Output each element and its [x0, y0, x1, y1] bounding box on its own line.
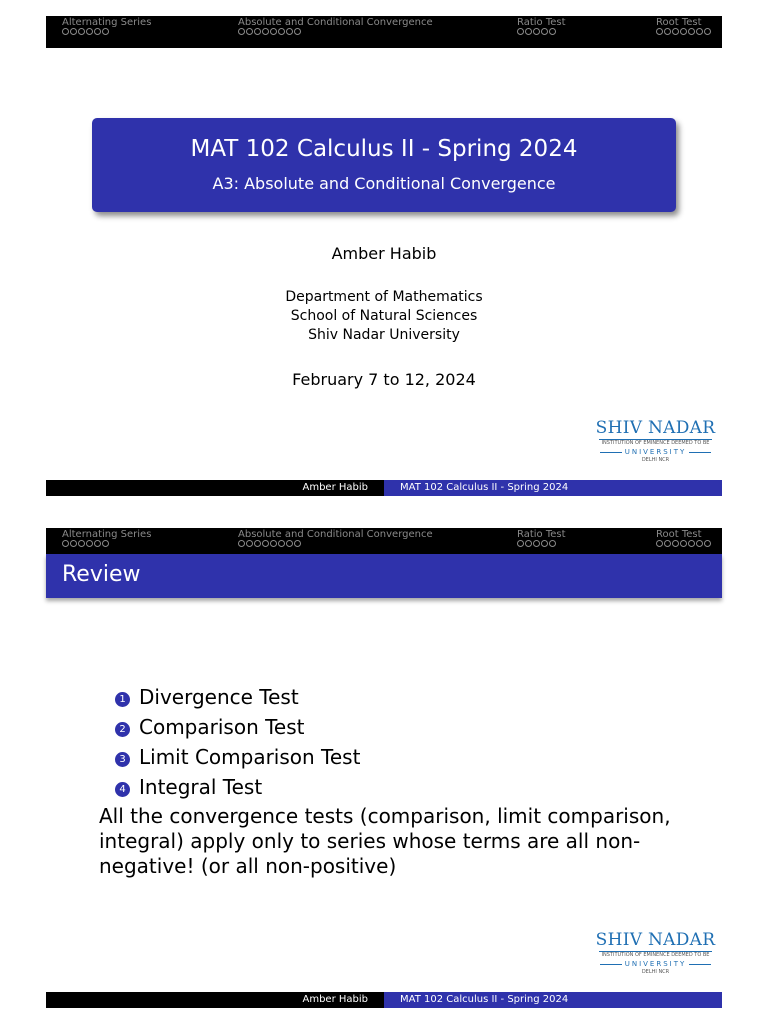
presentation-title: MAT 102 Calculus II - Spring 2024 — [190, 136, 578, 162]
footer-course: MAT 102 Calculus II - Spring 2024 — [384, 992, 722, 1008]
university-logo — [593, 930, 718, 992]
frame-dot[interactable] — [533, 540, 540, 547]
list-item-label: Divergence Test — [139, 685, 299, 709]
frame-dot[interactable] — [238, 28, 245, 35]
frame-dot[interactable] — [294, 28, 301, 35]
frame-dot[interactable] — [680, 540, 687, 547]
frame-dot[interactable] — [278, 540, 285, 547]
logo-location: DELHI NCR — [641, 969, 670, 975]
logo-tagline: INSTITUTION OF EMINENCE DEEMED TO BE — [599, 439, 712, 447]
frame-dot[interactable] — [656, 540, 663, 547]
frame-dot[interactable] — [102, 540, 109, 547]
frame-dot[interactable] — [680, 28, 687, 35]
frame-title-bar — [46, 554, 722, 598]
frame-dot[interactable] — [102, 28, 109, 35]
logo-university: UNIVERSITY — [624, 448, 687, 456]
nav-dots[interactable] — [238, 540, 301, 547]
frame-dot[interactable] — [94, 28, 101, 35]
frame-dot[interactable] — [86, 540, 93, 547]
frame-dot[interactable] — [62, 28, 69, 35]
nav-dots[interactable] — [656, 28, 711, 35]
frame-dot[interactable] — [688, 28, 695, 35]
nav-section-absolute-conditional[interactable]: Absolute and Conditional Convergence — [238, 529, 433, 540]
number-badge: 2 — [115, 722, 130, 737]
frame-dot[interactable] — [656, 28, 663, 35]
frame-dot[interactable] — [254, 28, 261, 35]
frame-dot[interactable] — [525, 28, 532, 35]
university-logo — [593, 418, 718, 480]
frame-dot[interactable] — [86, 28, 93, 35]
frame-dot[interactable] — [262, 540, 269, 547]
nav-section-alternating-series[interactable]: Alternating Series — [62, 17, 152, 28]
nav-section-root-test[interactable]: Root Test — [656, 529, 702, 540]
number-badge: 1 — [115, 692, 130, 707]
frame-dot[interactable] — [525, 540, 532, 547]
frame-dot[interactable] — [70, 540, 77, 547]
frame-dot[interactable] — [696, 28, 703, 35]
nav-section-absolute-conditional[interactable]: Absolute and Conditional Convergence — [238, 17, 433, 28]
frame-dot[interactable] — [541, 28, 548, 35]
nav-dots[interactable] — [238, 28, 301, 35]
logo-location: DELHI NCR — [641, 457, 670, 463]
logo-name: SHIV NADAR — [595, 930, 716, 950]
list-item — [115, 682, 360, 712]
frame-dot[interactable] — [549, 28, 556, 35]
nav-bar — [46, 16, 722, 48]
logo-tagline: INSTITUTION OF EMINENCE DEEMED TO BE — [599, 951, 712, 959]
footer-course: MAT 102 Calculus II - Spring 2024 — [384, 480, 722, 496]
frame-dot[interactable] — [286, 28, 293, 35]
list-item — [115, 772, 360, 802]
frame-dot[interactable] — [533, 28, 540, 35]
frame-dot[interactable] — [664, 28, 671, 35]
number-badge: 3 — [115, 752, 130, 767]
footer-author: Amber Habib — [46, 480, 384, 496]
nav-dots[interactable] — [517, 540, 556, 547]
frame-dot[interactable] — [238, 540, 245, 547]
frame-dot[interactable] — [517, 28, 524, 35]
logo-name: SHIV NADAR — [595, 418, 716, 438]
frame-dot[interactable] — [517, 540, 524, 547]
nav-dots[interactable] — [62, 28, 109, 35]
footer — [46, 992, 722, 1008]
nav-section-ratio-test[interactable]: Ratio Test — [517, 529, 566, 540]
frame-dot[interactable] — [664, 540, 671, 547]
frame-dot[interactable] — [254, 540, 261, 547]
frame-dot[interactable] — [549, 540, 556, 547]
frame-dot[interactable] — [262, 28, 269, 35]
title-slide — [46, 16, 722, 496]
frame-dot[interactable] — [696, 540, 703, 547]
frame-dot[interactable] — [278, 28, 285, 35]
author-name: Amber Habib — [331, 244, 437, 263]
frame-dot[interactable] — [246, 540, 253, 547]
nav-section-alternating-series[interactable]: Alternating Series — [62, 529, 152, 540]
nav-section-root-test[interactable]: Root Test — [656, 17, 702, 28]
nav-dots[interactable] — [62, 540, 109, 547]
list-item — [115, 742, 360, 772]
institute-line: Shiv Nadar University — [308, 327, 460, 343]
footer-author: Amber Habib — [46, 992, 384, 1008]
frame-dot[interactable] — [672, 28, 679, 35]
frame-dot[interactable] — [286, 540, 293, 547]
institute-line: School of Natural Sciences — [290, 308, 478, 324]
institute-line: Department of Mathematics — [285, 289, 483, 305]
frame-dot[interactable] — [62, 540, 69, 547]
frame-dot[interactable] — [78, 540, 85, 547]
number-badge: 4 — [115, 782, 130, 797]
list-item — [115, 712, 360, 742]
frame-dot[interactable] — [78, 28, 85, 35]
list-item-label: Comparison Test — [139, 715, 305, 739]
title-block — [92, 118, 676, 212]
note-text: All the convergence tests (comparison, limit comparison, integral) apply only to series whose terms are all non-negative! (or all non-positive) — [99, 804, 671, 878]
frame-dot[interactable] — [704, 540, 711, 547]
frame-dot[interactable] — [94, 540, 101, 547]
footer — [46, 480, 722, 496]
list-item-label: Integral Test — [139, 775, 263, 799]
frame-dot[interactable] — [672, 540, 679, 547]
frame-dot[interactable] — [704, 28, 711, 35]
logo-university: UNIVERSITY — [624, 960, 687, 968]
frame-dot[interactable] — [246, 28, 253, 35]
frame-dot[interactable] — [270, 28, 277, 35]
presentation-subtitle: A3: Absolute and Conditional Convergence — [212, 174, 556, 193]
nav-section-ratio-test[interactable]: Ratio Test — [517, 17, 566, 28]
review-slide — [46, 528, 722, 1008]
frame-title: Review — [62, 562, 141, 587]
frame-dot[interactable] — [541, 540, 548, 547]
test-list — [115, 682, 360, 802]
frame-dot[interactable] — [688, 540, 695, 547]
frame-dot[interactable] — [270, 540, 277, 547]
nav-dots[interactable] — [656, 540, 711, 547]
frame-dot[interactable] — [294, 540, 301, 547]
frame-dot[interactable] — [70, 28, 77, 35]
institute — [46, 288, 722, 345]
presentation-date: February 7 to 12, 2024 — [292, 370, 476, 389]
list-item-label: Limit Comparison Test — [139, 745, 361, 769]
nav-dots[interactable] — [517, 28, 556, 35]
